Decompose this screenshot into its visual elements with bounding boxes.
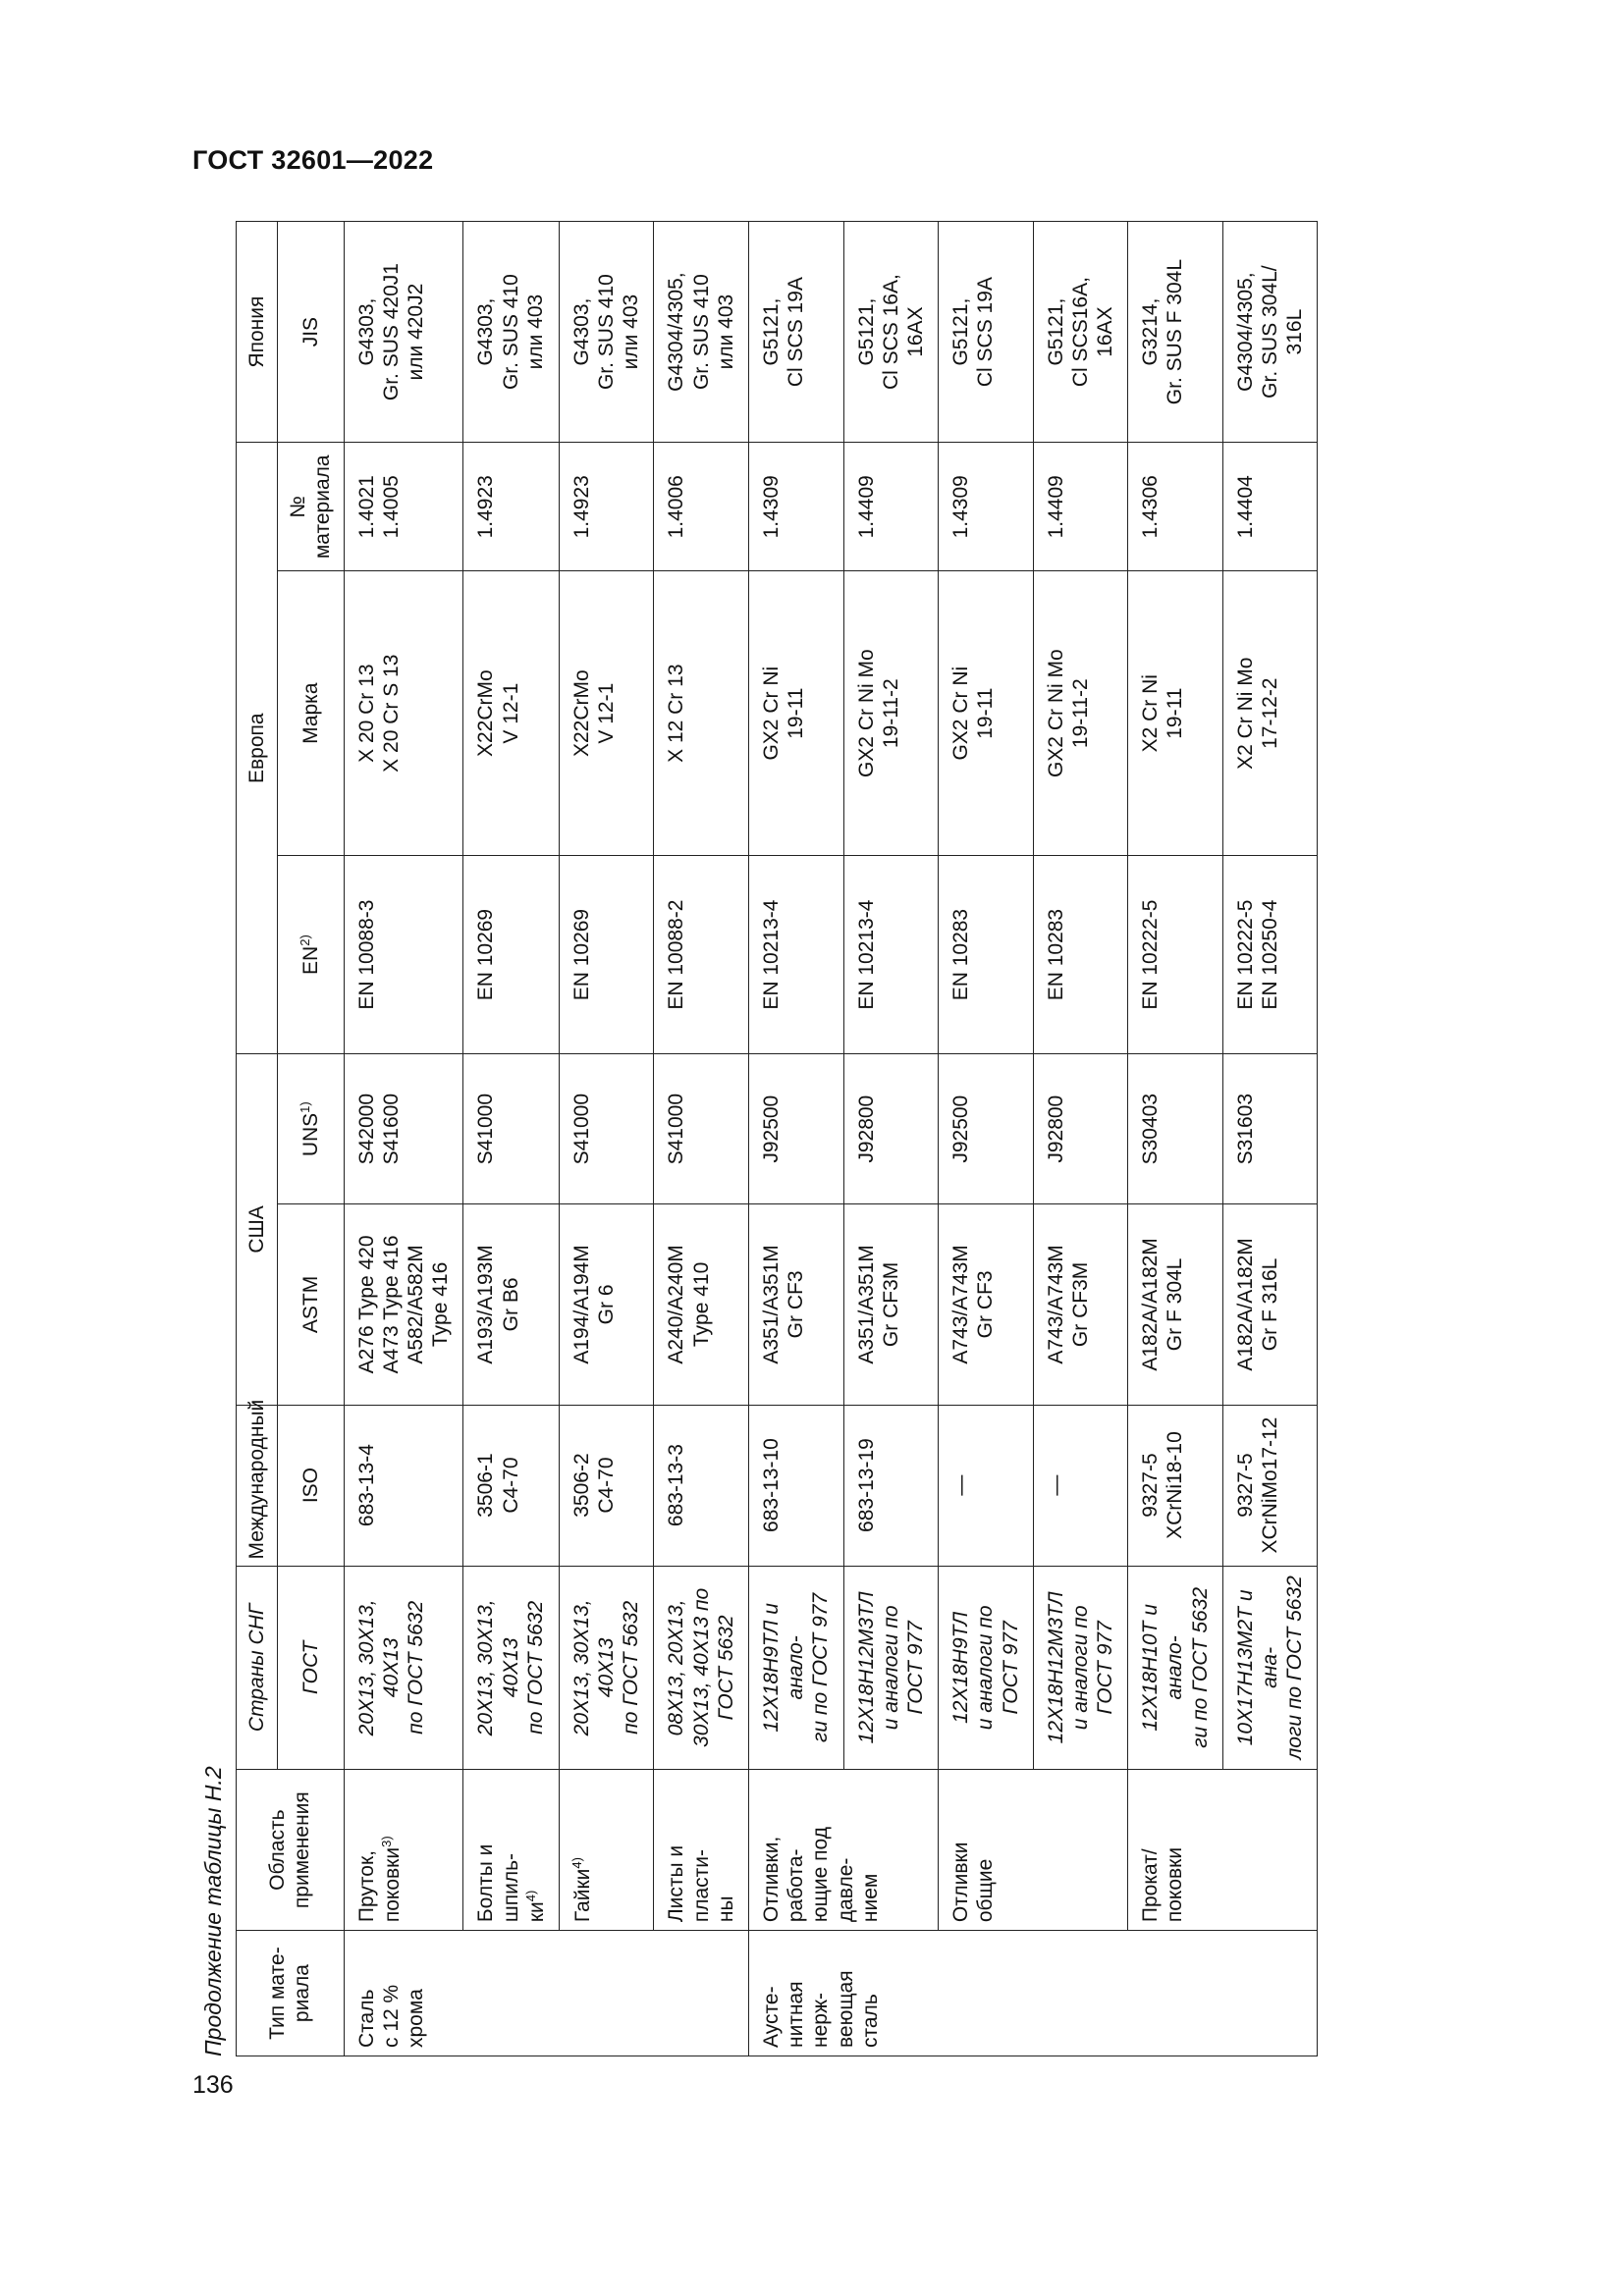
cell-iso: — xyxy=(939,1405,1034,1566)
cell-en: EN 10269 xyxy=(463,856,560,1054)
cell-gost: 12Х18Н12М3ТЛ и аналоги по ГОСТ 977 xyxy=(1033,1566,1128,1770)
cell-matno: 1.4309 xyxy=(939,443,1034,571)
cell-iso: 683-13-19 xyxy=(843,1405,939,1566)
cell-matno: 1.4309 xyxy=(749,443,844,571)
header-uns-text: UNS xyxy=(299,1112,323,1157)
cell-astm: A193/A193M Gr B6 xyxy=(463,1204,560,1405)
application-area-text: Гайки xyxy=(570,1868,594,1923)
table-caption: Продолжение таблицы Н.2 xyxy=(200,1766,226,2056)
header-gost: ГОСТ xyxy=(278,1566,344,1770)
cell-mark: X 12 Cr 13 xyxy=(654,571,749,856)
cell-matno: 1.4306 xyxy=(1128,443,1223,571)
cell-matno: 1.4923 xyxy=(559,443,654,571)
header-material-number: № материала xyxy=(278,443,344,571)
cell-astm: A182A/A182M Gr F 304L xyxy=(1128,1204,1223,1405)
cell-en: EN 10222-5 EN 10250-4 xyxy=(1222,856,1318,1054)
material-type-cell: Аусте- нитная нерж- веющая сталь xyxy=(749,1931,1318,2056)
cell-jis: G4303, Gr. SUS 410 или 403 xyxy=(559,222,654,443)
document-title: ГОСТ 32601—2022 xyxy=(192,145,434,175)
cell-jis: G5121, Cl SCS16A, 16AX xyxy=(1033,222,1128,443)
cell-mark: GX2 Cr Ni 19-11 xyxy=(939,571,1034,856)
cell-jis: G5121, Cl SCS 19A xyxy=(939,222,1034,443)
cell-iso: — xyxy=(1033,1405,1128,1566)
cell-astm: A182A/A182M Gr F 316L xyxy=(1222,1204,1318,1405)
table-row xyxy=(654,222,749,2056)
cell-uns: S41000 xyxy=(654,1054,749,1204)
table-row xyxy=(559,222,654,2056)
header-astm: ASTM xyxy=(278,1204,344,1405)
cell-mark: X 20 Cr 13 X 20 Cr S 13 xyxy=(344,571,463,856)
cell-iso: 9327-5 XCrNi18-10 xyxy=(1128,1405,1223,1566)
steel-grades-table xyxy=(236,221,1318,2056)
header-iso: ISO xyxy=(278,1405,344,1566)
cell-matno: 1.4404 xyxy=(1222,443,1318,571)
table-body xyxy=(344,222,1318,2056)
cell-matno: 1.4409 xyxy=(843,443,939,571)
cell-jis: G5121, Cl SCS 16A, 16AX xyxy=(843,222,939,443)
application-area-footnote: 4) xyxy=(568,1857,584,1869)
header-application-area: Область применения xyxy=(237,1770,345,1931)
cell-iso: 683-13-10 xyxy=(749,1405,844,1566)
cell-uns: J92500 xyxy=(749,1054,844,1204)
cell-astm: A194/A194M Gr 6 xyxy=(559,1204,654,1405)
application-area-cell xyxy=(344,1770,463,1931)
application-area-text: Прокат/поковки xyxy=(1139,1846,1187,1923)
application-area-cell xyxy=(939,1770,1128,1931)
cell-iso: 683-13-3 xyxy=(654,1405,749,1566)
application-area-footnote: 4) xyxy=(522,1890,538,1902)
header-en-footnote: 2) xyxy=(298,934,313,946)
cell-gost: 12Х18Н10Т и анало- ги по ГОСТ 5632 xyxy=(1128,1566,1223,1770)
cell-en: EN 10283 xyxy=(939,856,1034,1054)
header-international: Международный xyxy=(237,1405,278,1566)
cell-jis: G4304/4305, Gr. SUS 304L/ 316L xyxy=(1222,222,1318,443)
cell-jis: G3214, Gr. SUS F 304L xyxy=(1128,222,1223,443)
application-area-cell xyxy=(749,1770,939,1931)
cell-gost: 12Х18Н9ТЛ и аналоги по ГОСТ 977 xyxy=(939,1566,1034,1770)
cell-astm: A276 Type 420 A473 Type 416 A582/A582M Type 416 xyxy=(344,1204,463,1405)
application-area-text: Листы и пласти- ны xyxy=(665,1844,737,1923)
cell-matno: 1.4923 xyxy=(463,443,560,571)
cell-jis: G5121, Cl SCS 19A xyxy=(749,222,844,443)
header-europe: Европа xyxy=(237,443,278,1054)
page-number: 136 xyxy=(192,2071,234,2099)
cell-gost: 12Х18Н12М3ТЛ и аналоги по ГОСТ 977 xyxy=(843,1566,939,1770)
application-area-text: Отливки, работа- ющие под давле- нием xyxy=(760,1827,882,1923)
cell-en: EN 10213-4 xyxy=(749,856,844,1054)
header-usa: США xyxy=(237,1054,278,1405)
cell-astm: A240/A240M Type 410 xyxy=(654,1204,749,1405)
cell-iso: 9327-5 XCrNiMo17-12 xyxy=(1222,1405,1318,1566)
application-area-cell xyxy=(654,1770,749,1931)
application-area-footnote: 3) xyxy=(378,1836,394,1847)
cell-en: EN 10088-2 xyxy=(654,856,749,1054)
cell-matno: 1.4006 xyxy=(654,443,749,571)
cell-iso: 3506-1 C4-70 xyxy=(463,1405,560,1566)
header-jis: JIS xyxy=(278,222,344,443)
cell-gost: 12Х18Н9ТЛ и анало- ги по ГОСТ 977 xyxy=(749,1566,844,1770)
header-mark: Марка xyxy=(278,571,344,856)
cell-mark: X2 Cr Ni 19-11 xyxy=(1128,571,1223,856)
cell-en: EN 10088-3 xyxy=(344,856,463,1054)
header-material-type: Тип мате- риала xyxy=(237,1931,345,2056)
cell-mark: GX2 Cr Ni 19-11 xyxy=(749,571,844,856)
table-row xyxy=(749,222,844,2056)
cell-uns: S42000 S41600 xyxy=(344,1054,463,1204)
application-area-cell xyxy=(1128,1770,1318,1931)
cell-mark: X22CrMo V 12-1 xyxy=(463,571,560,856)
header-cis-countries: Страны СНГ xyxy=(237,1566,278,1770)
application-area-text: Отливки общие xyxy=(949,1842,998,1923)
cell-en: EN 10222-5 xyxy=(1128,856,1223,1054)
application-area-text: Пруток, поковки xyxy=(354,1846,404,1923)
cell-astm: A743/A743M Gr CF3M xyxy=(1033,1204,1128,1405)
application-area-cell xyxy=(463,1770,560,1931)
cell-matno: 1.4409 xyxy=(1033,443,1128,571)
cell-mark: X22CrMo V 12-1 xyxy=(559,571,654,856)
cell-uns: J92500 xyxy=(939,1054,1034,1204)
rotated-table-block xyxy=(200,221,1492,2056)
cell-jis: G4304/4305, Gr. SUS 410 или 403 xyxy=(654,222,749,443)
header-en xyxy=(278,856,344,1054)
cell-gost: 10Х17Н13М2Т и ана- логи по ГОСТ 5632 xyxy=(1222,1566,1318,1770)
cell-astm: A351/A351M Gr CF3 xyxy=(749,1204,844,1405)
cell-uns: S30403 xyxy=(1128,1054,1223,1204)
cell-jis: G4303, Gr. SUS 410 или 403 xyxy=(463,222,560,443)
cell-iso: 3506-2 C4-70 xyxy=(559,1405,654,1566)
table-row xyxy=(939,222,1034,2056)
cell-gost: 20Х13, 30Х13, 40Х13 по ГОСТ 5632 xyxy=(559,1566,654,1770)
header-uns xyxy=(278,1054,344,1204)
cell-iso: 683-13-4 xyxy=(344,1405,463,1566)
cell-uns: S41000 xyxy=(463,1054,560,1204)
cell-mark: GX2 Cr Ni Mo 19-11-2 xyxy=(843,571,939,856)
cell-mark: X2 Cr Ni Mo 17-12-2 xyxy=(1222,571,1318,856)
cell-gost: 08Х13, 20Х13, 30Х13, 40Х13 по ГОСТ 5632 xyxy=(654,1566,749,1770)
cell-gost: 20Х13, 30Х13, 40Х13 по ГОСТ 5632 xyxy=(344,1566,463,1770)
table-row xyxy=(463,222,560,2056)
cell-mark: GX2 Cr Ni Mo 19-11-2 xyxy=(1033,571,1128,856)
application-area-text: Болты и шпиль- ки xyxy=(474,1843,548,1923)
cell-uns: J92800 xyxy=(843,1054,939,1204)
header-japan: Япония xyxy=(237,222,278,443)
cell-uns: J92800 xyxy=(1033,1054,1128,1204)
application-area-cell xyxy=(559,1770,654,1931)
table-row xyxy=(344,222,463,2056)
cell-uns: S41000 xyxy=(559,1054,654,1204)
header-uns-footnote: 1) xyxy=(298,1101,313,1113)
cell-gost: 20Х13, 30Х13, 40Х13 по ГОСТ 5632 xyxy=(463,1566,560,1770)
cell-astm: A351/A351M Gr CF3M xyxy=(843,1204,939,1405)
cell-jis: G4303, Gr. SUS 420J1 или 420J2 xyxy=(344,222,463,443)
cell-matno: 1.4021 1.4005 xyxy=(344,443,463,571)
material-type-cell: Сталь с 12 % хрома xyxy=(344,1931,748,2056)
cell-en: EN 10213-4 xyxy=(843,856,939,1054)
cell-uns: S31603 xyxy=(1222,1054,1318,1204)
cell-en: EN 10283 xyxy=(1033,856,1128,1054)
table-row xyxy=(1128,222,1223,2056)
cell-astm: A743/A743M Gr CF3 xyxy=(939,1204,1034,1405)
header-en-text: EN xyxy=(299,945,323,975)
cell-en: EN 10269 xyxy=(559,856,654,1054)
